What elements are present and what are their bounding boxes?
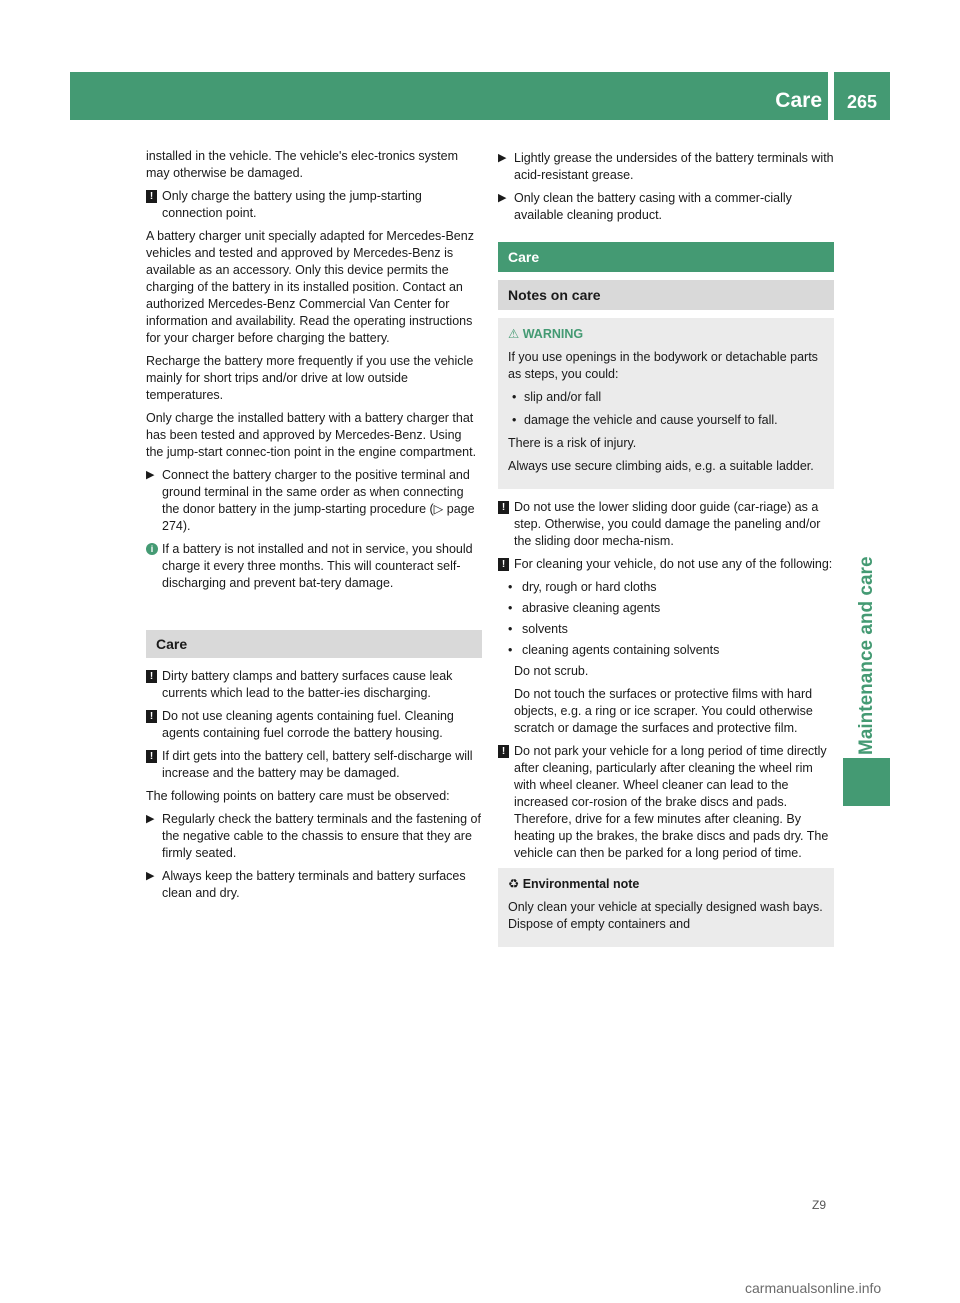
warning-risk: There is a risk of injury. (508, 436, 637, 450)
warning-triangle-icon: ⚠ (508, 327, 520, 341)
warning-note: ! Dirty battery clamps and battery surfaces cause leak currents which lead to the batter-ies discharging. (146, 668, 482, 702)
action-step: ▶ Regularly check the battery terminals and the fastening of the negative cable to the chassis to ensure that they are firmly seated. (146, 812, 481, 860)
watermark-text: carmanualsonline.info (745, 1280, 882, 1296)
exclamation-icon: ! (146, 750, 157, 763)
bullet-icon: • (508, 601, 513, 615)
warning-note: ! Do not park your vehicle for a long period of time directly after cleaning, particularly after cleaning the wheel rim with wheel cleaner. Wheel cleaner can lead to the increased cor-rosion of the brake discs and pads. Therefore, drive for a few minutes after cleaning. By heating up the brakes, the brake discs and pads dry. The vehicle can then be parked for a long period of time. (498, 743, 834, 862)
list-item: • abrasive cleaning agents (508, 601, 661, 615)
environmental-note-title: ♻ Environmental note (508, 877, 640, 891)
warning-note: ! Only charge the battery using the jump-starting connection point. (146, 188, 482, 222)
page-number: 265 (834, 72, 890, 120)
bullet-icon: • (512, 390, 517, 404)
exclamation-icon: ! (146, 190, 157, 203)
action-step: ▶ Always keep the battery terminals and battery surfaces clean and dry. (146, 869, 466, 900)
note-scrub: Do not scrub. (514, 664, 589, 678)
info-icon: i (146, 543, 158, 555)
arrow-icon: ▶ (146, 870, 155, 882)
warning-advice: Always use secure climbing aids, e.g. a suitable ladder. (508, 459, 814, 473)
bullet-icon: • (512, 413, 517, 427)
list-item: • cleaning agents containing solvents (508, 643, 720, 657)
sidebar-marker (843, 758, 890, 806)
care-heading: Care (146, 630, 482, 658)
paragraph: Recharge the battery more frequently if you use the vehicle mainly for short trips and/or drive at low outside temperatures. (146, 354, 474, 402)
bullet-icon: • (508, 643, 513, 657)
exclamation-icon: ! (498, 745, 509, 758)
warning-note: ! Do not use cleaning agents containing fuel. Cleaning agents containing fuel corrode the battery housing. (146, 708, 482, 742)
info-note: i If a battery is not installed and not in service, you should charge it every three months. This will counteract self-discharging and prevent bat-tery damage. (146, 541, 482, 592)
action-step: ▶ Only clean the battery casing with a commer-cially available cleaning product. (498, 191, 792, 222)
list-item: • dry, rough or hard cloths (508, 580, 657, 594)
list-item: • damage the vehicle and cause yourself to fall. (512, 413, 778, 427)
warning-box (498, 318, 834, 489)
footer-code: Z9 (812, 1198, 827, 1212)
warning-note: ! If dirt gets into the battery cell, battery self-discharge will increase and the battery may be damaged. (146, 748, 482, 782)
action-step: ▶ Connect the battery charger to the positive terminal and ground terminal in the same order as when connecting the donor battery in the jump-starting procedure (▷ page 274). (146, 468, 475, 533)
warning-title: ⚠ WARNING (508, 327, 584, 341)
paragraph: The following points on battery care must be observed: (146, 789, 450, 803)
action-step: ▶ Lightly grease the undersides of the battery terminals with acid-resistant grease. (498, 151, 834, 182)
exclamation-icon: ! (146, 710, 157, 723)
bullet-icon: • (508, 580, 513, 594)
header-bar (70, 72, 828, 120)
exclamation-icon: ! (498, 558, 509, 571)
exclamation-icon: ! (498, 501, 509, 514)
arrow-icon: ▶ (498, 152, 507, 164)
arrow-icon: ▶ (146, 813, 155, 825)
warning-text: If you use openings in the bodywork or detachable parts as steps, you could: (508, 350, 818, 381)
section-heading: Care (498, 242, 834, 272)
warning-note: ! Do not use the lower sliding door guide (car-riage) as a step. Otherwise, you could damage the paneling and/or the sliding door mecha-nism. (498, 499, 834, 550)
sidebar-chapter-label: Maintenance and care (856, 556, 877, 755)
list-item: • solvents (508, 622, 568, 636)
page-header-title: Care (775, 89, 822, 112)
arrow-icon: ▶ (146, 469, 155, 481)
paragraph: A battery charger unit specially adapted for Mercedes-Benz vehicles and tested and approved by Mercedes-Benz is available as an accessory. Only this device permits the charging of the battery in its installed position. Contact an authorized Mercedes-Benz Commercial Van Center for information and availability. Read the operating instructions for your charger before charging the battery. (146, 229, 474, 345)
environmental-note-text: Only clean your vehicle at specially designed wash bays. Dispose of empty containers and (508, 900, 823, 931)
exclamation-icon: ! (146, 670, 157, 683)
environment-icon: ♻ (508, 877, 520, 891)
arrow-icon: ▶ (498, 192, 507, 204)
subsection-heading: Notes on care (498, 280, 834, 310)
note-paragraph: Do not touch the surfaces or protective films with hard objects, e.g. a ring or ice scraper. You could otherwise scratch or damage the surfaces and protective film. (514, 687, 813, 735)
intro-text: installed in the vehicle. The vehicle's elec-tronics system may otherwise be damaged. (146, 149, 459, 180)
list-item: • slip and/or fall (512, 390, 602, 404)
warning-note: ! For cleaning your vehicle, do not use any of the following: (498, 556, 834, 573)
paragraph: Only charge the installed battery with a battery charger that has been tested and approved by Mercedes-Benz. Using the jump-start connec-tion point in the engine compartment. (146, 411, 477, 459)
bullet-icon: • (508, 622, 513, 636)
right-column (498, 150, 834, 947)
environmental-note-box (498, 868, 834, 947)
left-column (146, 148, 482, 908)
